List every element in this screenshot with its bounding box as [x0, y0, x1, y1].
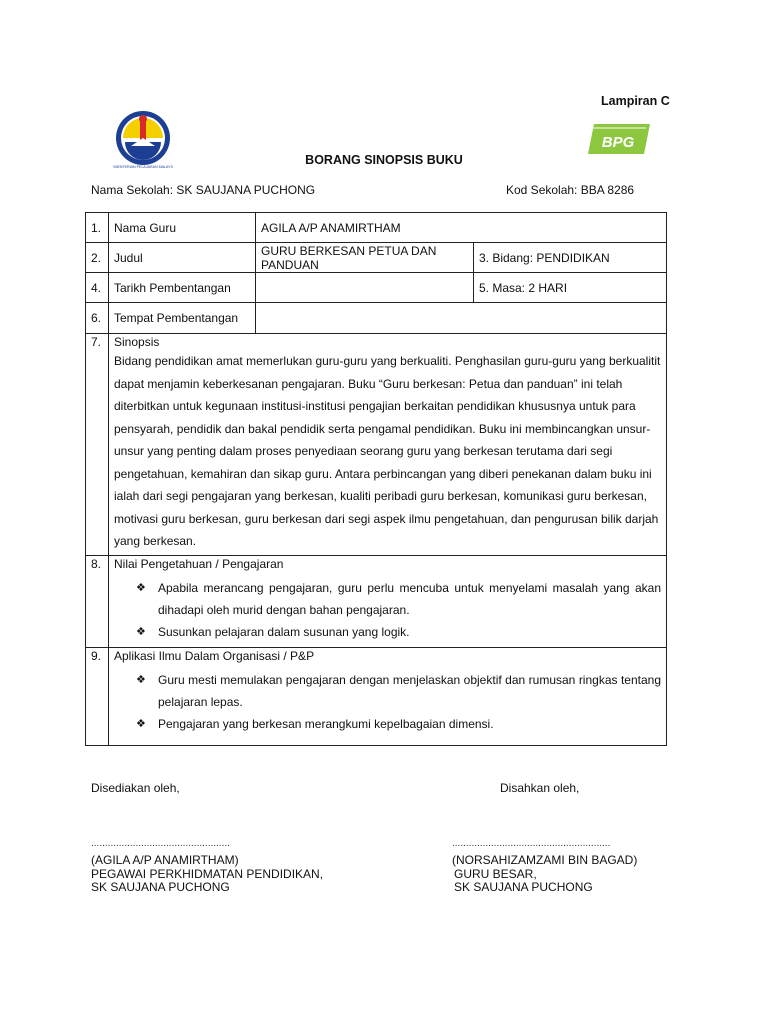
- row-presentation-date: [86, 273, 667, 303]
- approver-title: GURU BESAR,: [454, 866, 537, 881]
- row-label: Nama Guru: [109, 213, 256, 243]
- preparer-title: PEGAWAI PERKHIDMATAN PENDIDIKAN,: [91, 866, 324, 881]
- school-name: Nama Sekolah: SK SAUJANA PUCHONG: [91, 183, 316, 197]
- school-code: Kod Sekolah: BBA 8286: [506, 183, 635, 197]
- list-item: ❖ Guru mesti memulakan pengajaran dengan menjelaskan objektif dan rumusan ringkas tentang pelajaran lepas.: [136, 669, 661, 713]
- row-teacher-name: [86, 213, 667, 243]
- kpm-logo-text: KEMENTERIAN PELAJARAN MALAYSIA: [113, 165, 173, 169]
- row-presentation-place: [86, 303, 667, 334]
- diamond-bullet-icon: ❖: [136, 625, 146, 638]
- row-label: Tarikh Pembentangan: [109, 273, 256, 303]
- field-value: 3. Bidang: PENDIDIKAN: [474, 243, 667, 273]
- row-title: [86, 243, 667, 273]
- list-item: ❖ Pengajaran yang berkesan merangkumi kepelbagaian dimensi.: [136, 713, 661, 735]
- approved-by-label: Disahkan oleh,: [500, 781, 580, 795]
- row-number: 4.: [86, 273, 109, 303]
- synopsis-form-table: [85, 212, 667, 746]
- diamond-bullet-icon: ❖: [136, 673, 146, 686]
- teacher-name-value: AGILA A/P ANAMIRTHAM: [256, 213, 667, 243]
- row-application: [86, 647, 667, 745]
- approver-name: (NORSAHIZAMZAMI BIN BAGAD): [452, 853, 638, 867]
- row-label: Judul: [109, 243, 256, 273]
- presentation-date-value: [256, 273, 474, 303]
- knowledge-values-list: [114, 577, 661, 643]
- preparer-school: SK SAUJANA PUCHONG: [91, 880, 230, 894]
- row-number: 8.: [86, 555, 109, 647]
- synopsis-text: Bidang pendidikan amat memerlukan guru-guru yang berkualiti. Penghasilan guru-guru yang berkualitit dapat menjamin keberkesanan pengajaran. Buku “Guru berkesan: Petua dan panduan” ini telah diterbitkan untuk kegunaan institusi-institusi pengajian berkaitan pendidikan khususnya untuk para pensyarah, pendidik dan bakal pendidik serta pengamal pendidikan. Buku ini membincangkan unsur-unsur yang penting dalam proses penyediaan seorang guru yang berkesan terutama dari segi pengetahuan, kemahiran dan sikap guru. Antara perbincangan yang diberi penekanan dalam buku ini ialah dari segi pengajaran yang berkesan, kualiti peribadi guru berkesan, komunikasi guru berkesan, motivasi guru berkesan, guru berkesan dari segi aspek ilmu pengetahuan, dan pengurusan bilik darjah yang berkesan.: [114, 354, 661, 548]
- row-number: 2.: [86, 243, 109, 273]
- application-heading: Aplikasi Ilmu Dalam Organisasi / P&P: [114, 648, 315, 663]
- row-label: Tempat Pembentangan: [109, 303, 256, 334]
- row-number: 9.: [86, 647, 109, 745]
- attachment-label: Lampiran C: [601, 94, 670, 108]
- preparer-block: [91, 854, 323, 895]
- list-item: ❖ Apabila merancang pengajaran, guru perlu mencuba untuk menyelami masalah yang akan dihadapi oleh murid dengan bahan pengajaran.: [136, 577, 661, 621]
- row-number: 7.: [86, 334, 109, 556]
- diamond-bullet-icon: ❖: [136, 717, 146, 730]
- knowledge-values-heading: Nilai Pengetahuan / Pengajaran: [114, 556, 284, 571]
- approver-school: SK SAUJANA PUCHONG: [454, 880, 593, 894]
- row-knowledge-values: [86, 555, 667, 647]
- book-title-value: GURU BERKESAN PETUA DAN PANDUAN: [256, 243, 474, 273]
- application-list: [114, 669, 661, 735]
- signature-line-right: .........................................................: [452, 838, 611, 849]
- bpg-logo-text: BPG: [601, 134, 635, 151]
- row-number: 1.: [86, 213, 109, 243]
- presentation-place-value: [256, 303, 667, 334]
- prepared-by-label: Disediakan oleh,: [91, 781, 180, 795]
- list-item: ❖ Susunkan pelajaran dalam susunan yang logik.: [136, 621, 661, 643]
- form-title: BORANG SINOPSIS BUKU: [305, 153, 463, 167]
- diamond-bullet-icon: ❖: [136, 581, 146, 594]
- approver-block: [452, 854, 637, 895]
- preparer-name: (AGILA A/P ANAMIRTHAM): [91, 853, 239, 867]
- row-number: 6.: [86, 303, 109, 334]
- row-synopsis: [86, 334, 667, 556]
- signature-line-left: ..................................................: [91, 838, 230, 849]
- synopsis-heading: Sinopsis: [114, 335, 160, 349]
- duration-value: 5. Masa: 2 HARI: [474, 273, 667, 303]
